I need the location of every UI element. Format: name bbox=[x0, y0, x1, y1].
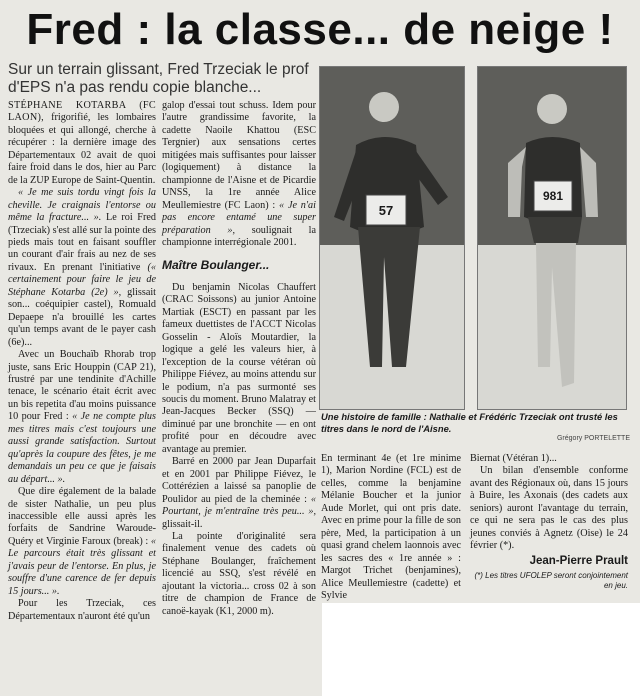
article-column-4 bbox=[470, 453, 628, 591]
text-run: Que dire également de la balade de sister Nathalie, un peu plus inaccessible elle aussi après les forfaits de Sandrine Waroude-Quéry et Virginie Faroux (break) : bbox=[8, 486, 156, 547]
article-column-3 bbox=[321, 453, 461, 602]
text-run: glissait-il. bbox=[162, 518, 203, 530]
text-run: Avec un Bouchaïb Rhorab trop juste, sans Eric Houppin (CAP 21), frustré par une tendinite d'Achille tenace, le scénario était écrit avec un bis repetita d'au moins puissance 10 pour Fred : bbox=[8, 349, 156, 423]
text-run: Le roi Fred (Trzeciak) s'est allé sur la pointe des pieds mais tout en faisant souffler un courant d'air frais au nez de ses rivaux. En prenant l'initiative bbox=[8, 212, 157, 273]
paragraph bbox=[8, 100, 156, 187]
paragraph bbox=[162, 100, 316, 249]
photo-credit: Grégory PORTELETTE bbox=[556, 435, 630, 442]
runner-silhouette-icon bbox=[320, 67, 464, 409]
text-run: frigorifié, les lombaires bloquées et qui allongé, cherche à récupérer : la dernière image des Départementaux 02 avait de quoi faire froid dans le dos, hier au Parc de la ZUP Europe de Saint-Quentin. bbox=[8, 112, 156, 186]
text-run: soulignait la championne interrégionale 2001. bbox=[162, 224, 316, 248]
photo-frederic-trzeciak bbox=[477, 66, 627, 410]
text-run: galop d'essai tout schuss. Idem pour l'autre grandissime favorite, la cadette Naoile Khattou (ESC Tergnier) aux sensations certes mitigées mais suffisantes pour laisser (logiquement) à distance la championne de l'Aisne et de Picardie UNSS, la 1re année Alice Meullemiestre (FC Laon) : bbox=[162, 100, 316, 211]
byline: STÉPHANE KOTARBA (FC LAON), bbox=[8, 100, 156, 124]
subheading: Maître Boulanger... bbox=[162, 258, 270, 273]
runner-silhouette-icon bbox=[478, 67, 626, 409]
text-run: glissait son... coéquipier castel), Romuald Depaepe n'a brouillé les cartes qu'un temps avant de le payer cash (6e)... bbox=[8, 286, 156, 348]
paragraph: Pour les Trzeciak, ces Départementaux n'auront été qu'un bbox=[8, 598, 156, 622]
text-run: Barré en 2000 par Jean Duparfait et en 2001 par Philippe Fiévez, le Cottérézien a laissé sa panoplie de Poulidor au pied de la cheminée : bbox=[162, 456, 316, 505]
article-column-1 bbox=[8, 100, 156, 623]
author-signature: Jean-Pierre Prault bbox=[529, 554, 628, 567]
paragraph: Du benjamin Nicolas Chauffert (CRAC Soissons) au junior Antoine Martiak (ESCT) en passant par les fameux duettistes de l'ACCT Nicolas Gosselin - Aloïs Moutardier, la logique a gelé les valeurs hier, à l'exception de la course vétéran où Philippe Fiévez, au moins attendu sur le podium, n'a pas surmonté ses soucis du moment. Bruno Malatray et Jean-Jacques Becker (SSQ) — diminué par une bronchite — en ont profité pour en découdre avec avantage au premier. bbox=[162, 281, 316, 455]
quote: « Je n'ai pas encore entamé une super préparation », bbox=[162, 199, 316, 236]
paragraph bbox=[8, 349, 156, 486]
photo-nathalie-trzeciak bbox=[319, 66, 465, 410]
headline: Fred : la classe... de neige ! bbox=[26, 5, 614, 54]
paragraph: En terminant 4e (et 1re minime 1), Marion Nordine (FCL) est de celles, comme la benjamine Mélanie Boucher et la junior Aude Morlet, qui ont pris date. Avec en prime pour la fille de son père, Med, la participation à un quasi grand chelem laonnois avec les sacres des « 1re année » : Margot Trichet (benjamines), Alice Meullemiestre (cadette) et Sylvie bbox=[321, 453, 461, 601]
quote: (« certainement pour faire le jeu de Stéphane Kotarba (2e) », bbox=[8, 261, 156, 298]
paragraph bbox=[162, 456, 316, 531]
quote: « Le parcours était très glissant et j'avais peur de l'entorse. En plus, je souffre d'une carence de fer depuis 15 jours... ». bbox=[8, 535, 156, 597]
standfirst: Sur un terrain glissant, Fred Trzeciak le prof d'EPS n'a pas rendu copie blanche... bbox=[8, 61, 309, 96]
paragraph: Un bilan d'ensemble conforme avant des Régionaux où, dans 15 jours à Buire, les Axonais (des cadets aux seniors) auront l'avantage du terrain, ce qui ne sera pas le cas des plus jeunes conviés à Agnetz (Oise) le 24 février (*). bbox=[470, 465, 628, 552]
footnote: (*) Les titres UFOLEP seront conjointement en jeu. bbox=[474, 571, 628, 591]
blank-area bbox=[322, 603, 640, 696]
quote: « Je me suis tordu vingt fois la cheville. Je craignais l'entorse ou même la fracture... ». bbox=[8, 187, 156, 224]
quote: « Pourtant, je m'entraîne très peu... », bbox=[162, 493, 317, 518]
quote: « Je ne compte plus mes titres mais c'est toujours une aussi grande satisfaction. Surtout qu'après la coupure des fêtes, je me demandais un peu ce que je faisais au départ... ». bbox=[8, 411, 156, 485]
paragraph bbox=[8, 187, 156, 349]
photo-caption: Une histoire de famille : Nathalie et Frédéric Trzeciak ont trusté les titres dans le nord de l'Aisne. bbox=[321, 411, 618, 434]
paragraph bbox=[8, 486, 156, 598]
paragraph: La pointe d'originalité sera finalement venue des cadets où Stéphane Boulanger, fraîchement licencié au SSQ, s'est révélé en ajoutant la victoria... cross 02 à son titre de champion de France de canoë-kayak (K1, 2000 m). bbox=[162, 530, 316, 617]
bib-number: 981 bbox=[542, 189, 564, 203]
article-column-2 bbox=[162, 100, 316, 618]
bib-number: 57 bbox=[378, 203, 394, 218]
paragraph: Biernat (Vétéran 1)... bbox=[470, 453, 557, 464]
